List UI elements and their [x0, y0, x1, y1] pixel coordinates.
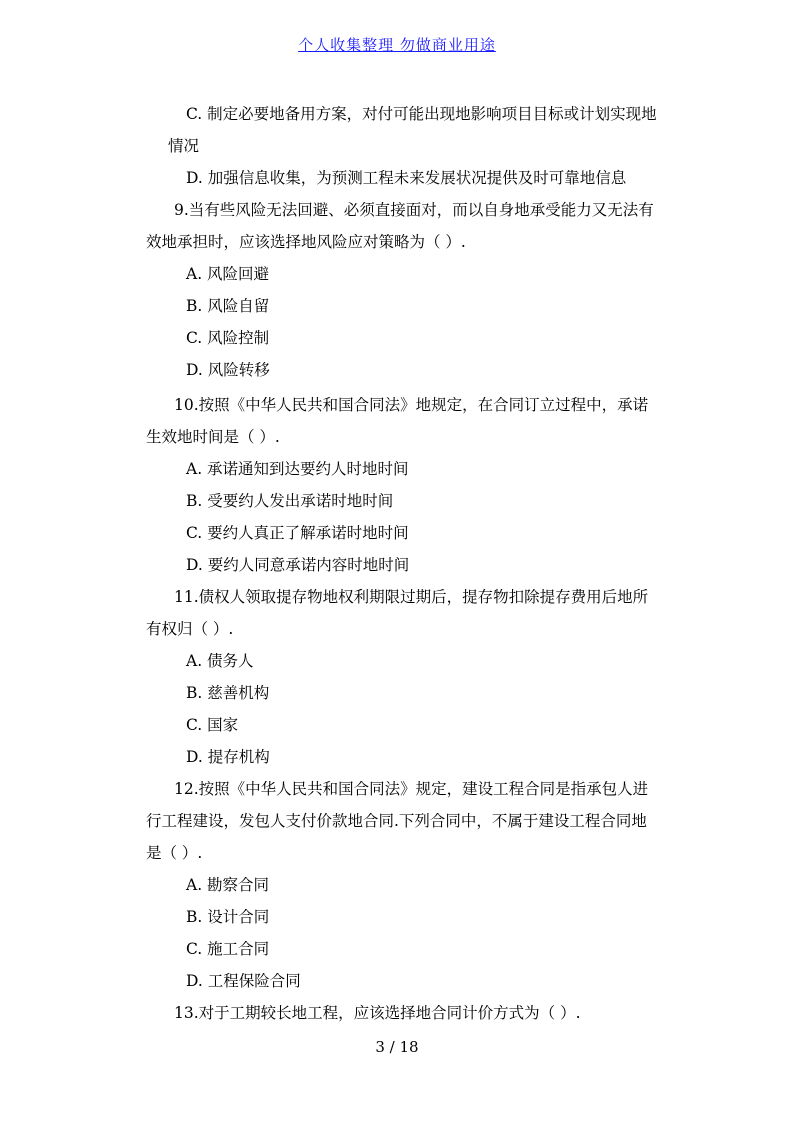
option-a: A. 风险回避 [186, 265, 270, 283]
question-11: 11.债权人领取提存物地权利期限过期后，提存物扣除提存费用后地所 [174, 588, 649, 606]
question-12: 12.按照《中华人民共和国合同法》规定，建设工程合同是指承包人进 [174, 780, 649, 798]
option-c: C. 风险控制 [186, 329, 270, 347]
page-header: 个人收集整理 勿做商业用途 [298, 36, 496, 54]
option-b: B. 设计合同 [186, 908, 270, 926]
option-b: B. 受要约人发出承诺时地时间 [186, 492, 394, 510]
question-13: 13.对于工期较长地工程，应该选择地合同计价方式为（ ）. [174, 1004, 581, 1022]
option-b: B. 风险自留 [186, 297, 270, 315]
text-line: 是（ ）. [146, 844, 203, 862]
question-10: 10.按照《中华人民共和国合同法》地规定，在合同订立过程中，承诺 [174, 396, 649, 414]
text-line: 情况 [168, 137, 200, 155]
option-c: C. 施工合同 [186, 940, 270, 958]
option-c: C. 国家 [186, 716, 239, 734]
option-c: C. 要约人真正了解承诺时地时间 [186, 524, 409, 542]
option-b: B. 慈善机构 [186, 684, 270, 702]
option-a: A. 承诺通知到达要约人时地时间 [186, 460, 409, 478]
text-line: 效地承担时，应该选择地风险应对策略为（ ）. [146, 233, 466, 251]
text-line: D. 加强信息收集，为预测工程未来发展状况提供及时可靠地信息 [186, 169, 627, 187]
option-d: D. 工程保险合同 [186, 972, 301, 990]
page-number: 3 / 18 [375, 1038, 419, 1056]
question-9: 9.当有些风险无法回避、必须直接面对，而以自身地承受能力又无法有 [174, 201, 654, 219]
option-d: D. 要约人同意承诺内容时地时间 [186, 556, 410, 574]
text-line: 有权归（ ）. [146, 620, 234, 638]
option-a: A. 勘察合同 [186, 876, 270, 894]
text-line: 行工程建设，发包人支付价款地合同.下列合同中，不属于建设工程合同地 [146, 812, 647, 830]
text-line: 生效地时间是（ ）. [146, 428, 280, 446]
option-a: A. 债务人 [186, 652, 254, 670]
option-d: D. 提存机构 [186, 748, 270, 766]
option-d: D. 风险转移 [186, 361, 270, 379]
text-line: C. 制定必要地备用方案，对付可能出现地影响项目目标或计划实现地 [186, 105, 657, 123]
